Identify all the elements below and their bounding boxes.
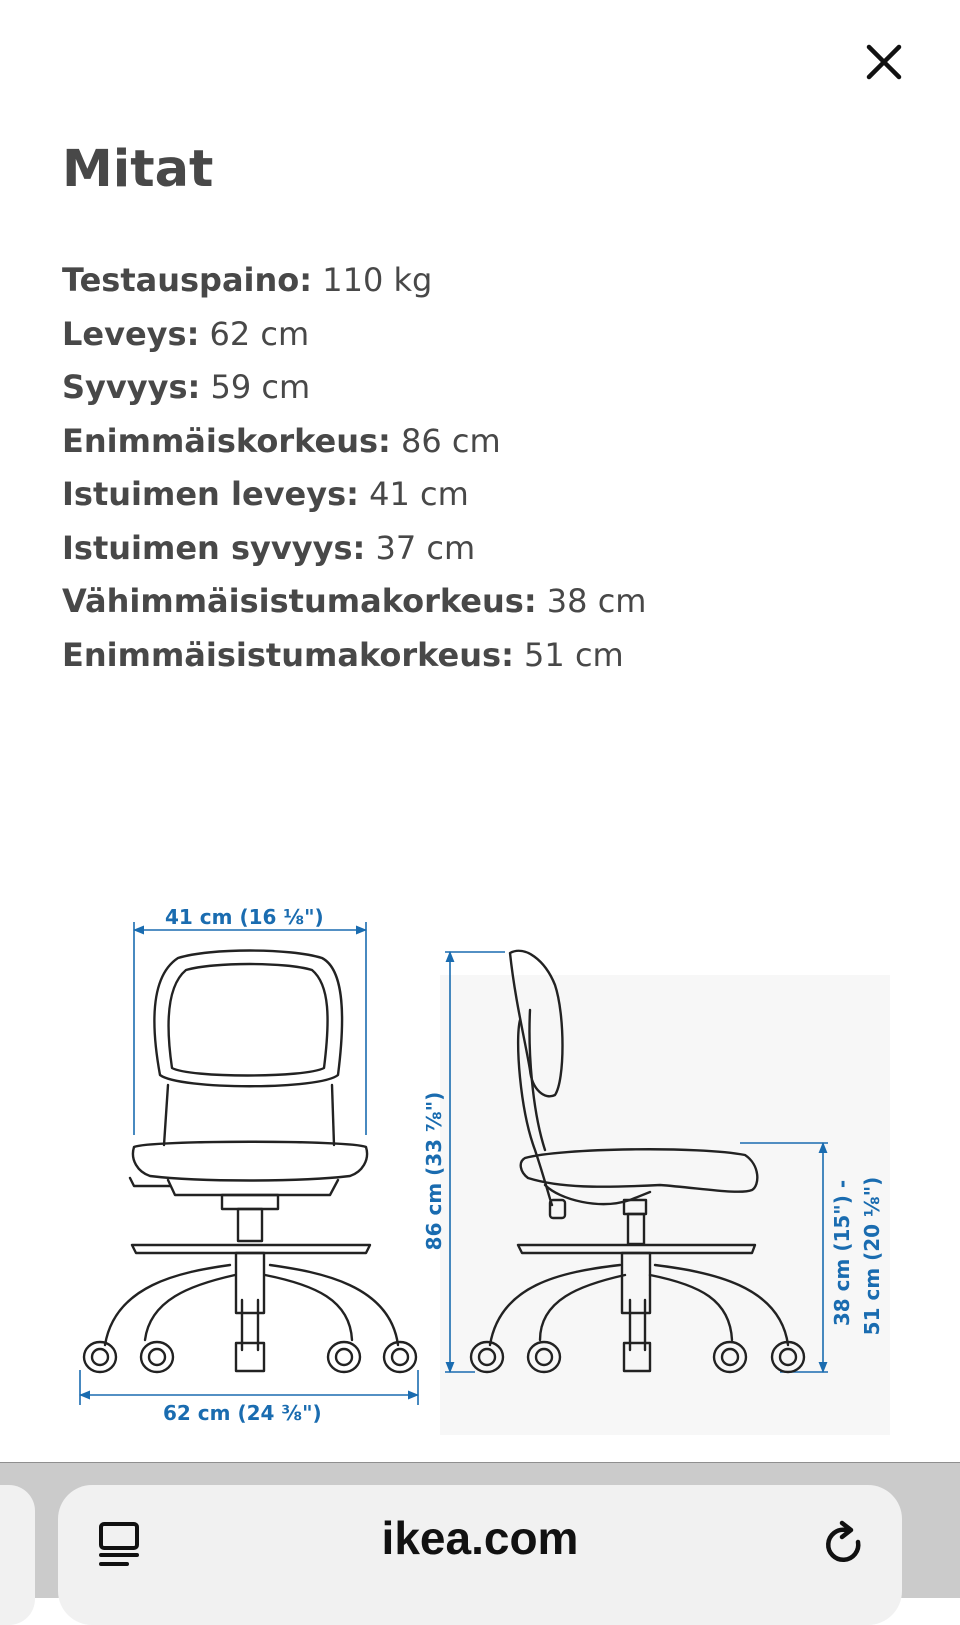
dimension-label: Enimmäiskorkeus: bbox=[62, 421, 391, 460]
dimension-value: 38 cm bbox=[536, 582, 647, 620]
caster-wheels bbox=[84, 1342, 416, 1372]
seat-width-label: 41 cm (16 ⅛") bbox=[165, 905, 324, 929]
page-title: Mitat bbox=[62, 140, 214, 199]
caster-wheels bbox=[471, 1342, 804, 1372]
dimension-value: 86 cm bbox=[390, 421, 501, 460]
dimension-label: Leveys: bbox=[62, 314, 200, 353]
reload-icon[interactable] bbox=[820, 1520, 870, 1570]
dimension-value: 62 cm bbox=[199, 314, 310, 353]
seat-height-min-label: 38 cm (15") - bbox=[830, 1179, 854, 1327]
dimension-item bbox=[62, 361, 646, 415]
dimension-value: 110 kg bbox=[312, 261, 433, 299]
dimension-item bbox=[62, 468, 646, 522]
dimension-value: 51 cm bbox=[513, 635, 624, 674]
dimension-value: 41 cm bbox=[358, 475, 469, 513]
dimension-item bbox=[62, 575, 646, 629]
close-icon bbox=[866, 44, 902, 80]
url-text[interactable]: ikea.com bbox=[381, 1512, 579, 1564]
browser-toolbar bbox=[0, 1462, 960, 1598]
dimension-value: 37 cm bbox=[365, 528, 476, 567]
total-width-label: 62 cm (24 ⅜") bbox=[163, 1401, 322, 1425]
dimension-label: Istuimen leveys: bbox=[62, 475, 359, 513]
dimension-label: Testauspaino: bbox=[62, 261, 313, 299]
chair-dimension-drawing bbox=[70, 895, 890, 1435]
dimension-item bbox=[62, 254, 646, 308]
dimension-item bbox=[62, 308, 646, 362]
seat-height-max-label: 51 cm (20 ⅛") bbox=[860, 1176, 884, 1336]
close-button[interactable] bbox=[858, 36, 910, 88]
dimension-item bbox=[62, 415, 646, 469]
max-height-label: 86 cm (33 ⅞") bbox=[422, 1091, 446, 1251]
dimension-value: 59 cm bbox=[200, 368, 311, 406]
chair-side-view bbox=[471, 951, 804, 1372]
dimension-label: Vähimmäisistumakorkeus: bbox=[62, 582, 537, 620]
dimension-label: Syvyys: bbox=[62, 368, 201, 406]
dimension-label: Enimmäisistumakorkeus: bbox=[62, 635, 514, 674]
dimensions-list bbox=[62, 254, 646, 682]
dimension-label: Istuimen syvyys: bbox=[62, 528, 366, 567]
dimension-item bbox=[62, 629, 646, 683]
dimension-item bbox=[62, 522, 646, 576]
dimension-lines bbox=[80, 922, 828, 1405]
